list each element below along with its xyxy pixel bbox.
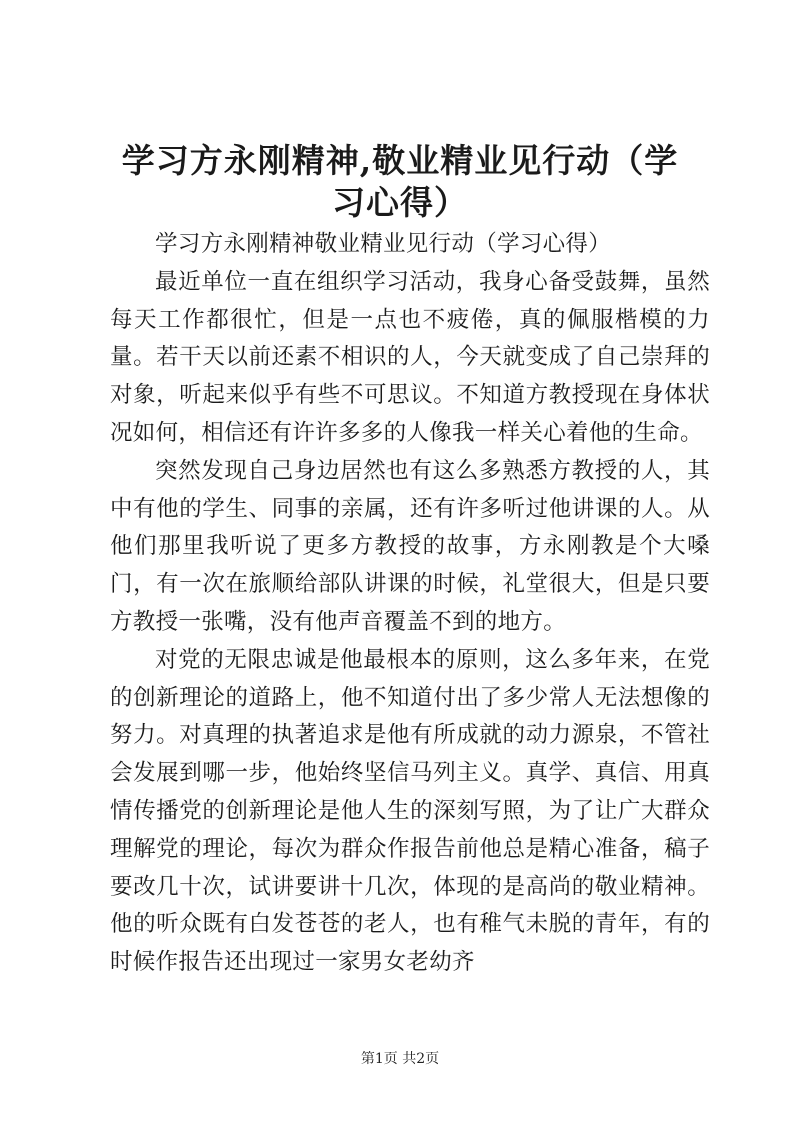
paragraph: 最近单位一直在组织学习活动，我身心备受鼓舞，虽然每天工作都很忙，但是一点也不疲倦，真的佩服楷模的力量。若干天以前还素不相识的人，今天就变成了自己崇拜的对象，听起来似乎有些不可思议。不知道方教授现在身体状况如何，相信还有许许多多的人像我一样关心着他的生命。 (110, 268, 710, 446)
document-body (110, 226, 710, 982)
document-subtitle: 学习方永刚精神敬业精业见行动（学习心得） (155, 231, 612, 257)
page-footer: 第1页 共2页 (360, 1051, 440, 1067)
paragraph: 突然发现自己身边居然也有这么多熟悉方教授的人，其中有他的学生、同事的亲属，还有许多听过他讲课的人。从他们那里我听说了更多方教授的故事，方永刚教是个大嗓门，有一次在旅顺给部队讲课的时候，礼堂很大，但是只要方教授一张嘴，没有他声音覆盖不到的地方。 (110, 457, 710, 635)
paragraph: 对党的无限忠诚是他最根本的原则，这么多年来，在党的创新理论的道路上，他不知道付出了多少常人无法想像的努力。对真理的执著追求是他有所成就的动力源泉，不管社会发展到哪一步，他始终坚信马列主义。真学、真信、用真情传播党的创新理论是他人生的深刻写照，为了让广大群众理解党的理论，每次为群众作报告前他总是精心准备，稿子要改几十次，试讲要讲十几次，体现的是高尚的敬业精神。他的听众既有白发苍苍的老人，也有稚气未脱的青年，有的时候作报告还出现过一家男女老幼齐 (110, 646, 710, 976)
document-title: 学习方永刚精神,敬业精业见行动（学习心得） (121, 141, 679, 222)
